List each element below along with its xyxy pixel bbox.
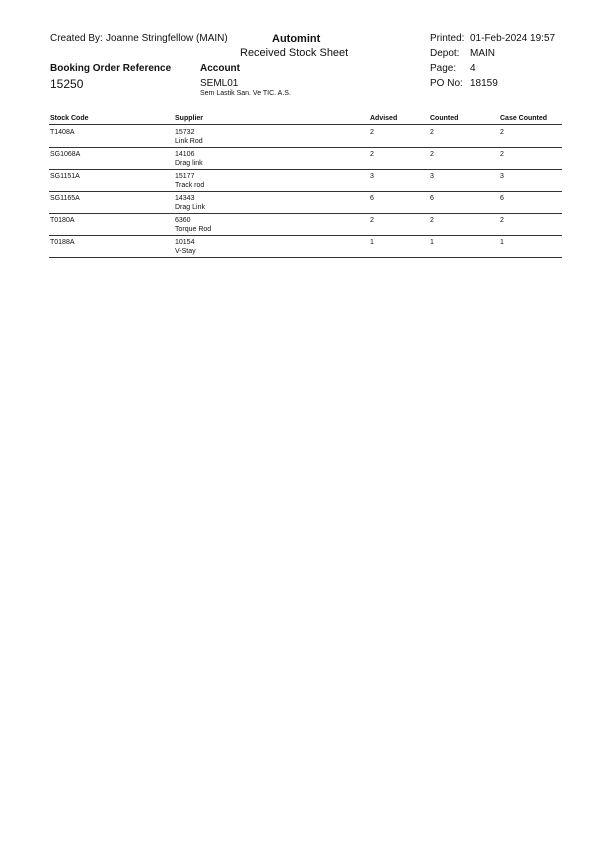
table-row-description: V-Stay bbox=[175, 248, 196, 255]
column-header-supplier: Supplier bbox=[175, 115, 204, 122]
table-row-counted: 2 bbox=[430, 129, 434, 136]
table-row-case-counted: 6 bbox=[500, 195, 504, 202]
column-header-case-counted: Case Counted bbox=[500, 115, 548, 122]
printed-label: Printed: bbox=[430, 33, 465, 44]
table-row-advised: 3 bbox=[370, 173, 374, 180]
table-row-counted: 2 bbox=[430, 151, 434, 158]
table-row-advised: 6 bbox=[370, 195, 374, 202]
printed-value: 01-Feb-2024 19:57 bbox=[470, 33, 556, 44]
row-divider bbox=[49, 169, 562, 170]
table-row-advised: 1 bbox=[370, 239, 374, 246]
depot-label: Depot: bbox=[430, 48, 460, 59]
sheet-title: Received Stock Sheet bbox=[240, 47, 349, 59]
table-row-case-counted: 3 bbox=[500, 173, 504, 180]
table-row-description: Link Rod bbox=[175, 138, 203, 145]
table-row-stock-code: SG1165A bbox=[50, 195, 80, 202]
table-row-advised: 2 bbox=[370, 151, 374, 158]
row-divider bbox=[49, 235, 562, 236]
table-row-description: Track rod bbox=[175, 182, 205, 189]
table-row-counted: 3 bbox=[430, 173, 434, 180]
table-row-case-counted: 1 bbox=[500, 239, 504, 246]
column-header-stock-code: Stock Code bbox=[50, 115, 89, 122]
created-by-label: Created By: bbox=[50, 33, 103, 44]
table-row-case-counted: 2 bbox=[500, 129, 504, 136]
table-row-counted: 2 bbox=[430, 217, 434, 224]
depot-value: MAIN bbox=[470, 48, 495, 59]
table-row-stock-code: SG1151A bbox=[50, 173, 80, 180]
table-row-supplier-code: 6360 bbox=[175, 217, 191, 224]
table-row-stock-code: T0188A bbox=[50, 239, 75, 246]
table-row-counted: 6 bbox=[430, 195, 434, 202]
table-row-stock-code: T1408A bbox=[50, 129, 75, 136]
column-header-counted: Counted bbox=[430, 115, 459, 122]
po-label: PO No: bbox=[430, 78, 463, 89]
column-header-advised: Advised bbox=[370, 115, 398, 122]
table-row-case-counted: 2 bbox=[500, 151, 504, 158]
account-code: SEML01 bbox=[200, 78, 239, 89]
table-row-advised: 2 bbox=[370, 129, 374, 136]
table-row-supplier-code: 14343 bbox=[175, 195, 195, 202]
table-row-supplier-code: 14106 bbox=[175, 151, 195, 158]
page-value: 4 bbox=[470, 63, 476, 74]
table-row-counted: 1 bbox=[430, 239, 434, 246]
header-divider bbox=[49, 124, 562, 125]
created-by-value: Joanne Stringfellow (MAIN) bbox=[106, 33, 228, 44]
page-label: Page: bbox=[430, 63, 457, 74]
table-row-description: Drag Link bbox=[175, 204, 205, 211]
row-divider bbox=[49, 147, 562, 148]
table-row-supplier-code: 15732 bbox=[175, 129, 195, 136]
po-value: 18159 bbox=[470, 78, 498, 89]
account-label: Account bbox=[200, 63, 240, 74]
table-row-advised: 2 bbox=[370, 217, 374, 224]
table-row-supplier-code: 10154 bbox=[175, 239, 195, 246]
table-row-description: Torque Rod bbox=[175, 226, 212, 233]
company-name: Automint bbox=[272, 33, 321, 45]
table-row-description: Drag link bbox=[175, 160, 203, 167]
table-row-stock-code: T0180A bbox=[50, 217, 75, 224]
row-divider bbox=[49, 213, 562, 214]
table-row-case-counted: 2 bbox=[500, 217, 504, 224]
booking-ref-value: 15250 bbox=[50, 77, 84, 91]
account-name: Sem Lastik San. Ve TIC. A.S. bbox=[200, 90, 291, 97]
table-row-stock-code: SG1068A bbox=[50, 151, 81, 158]
row-divider bbox=[49, 257, 562, 258]
table-row-supplier-code: 15177 bbox=[175, 173, 195, 180]
booking-ref-label: Booking Order Reference bbox=[50, 63, 172, 74]
row-divider bbox=[49, 191, 562, 192]
